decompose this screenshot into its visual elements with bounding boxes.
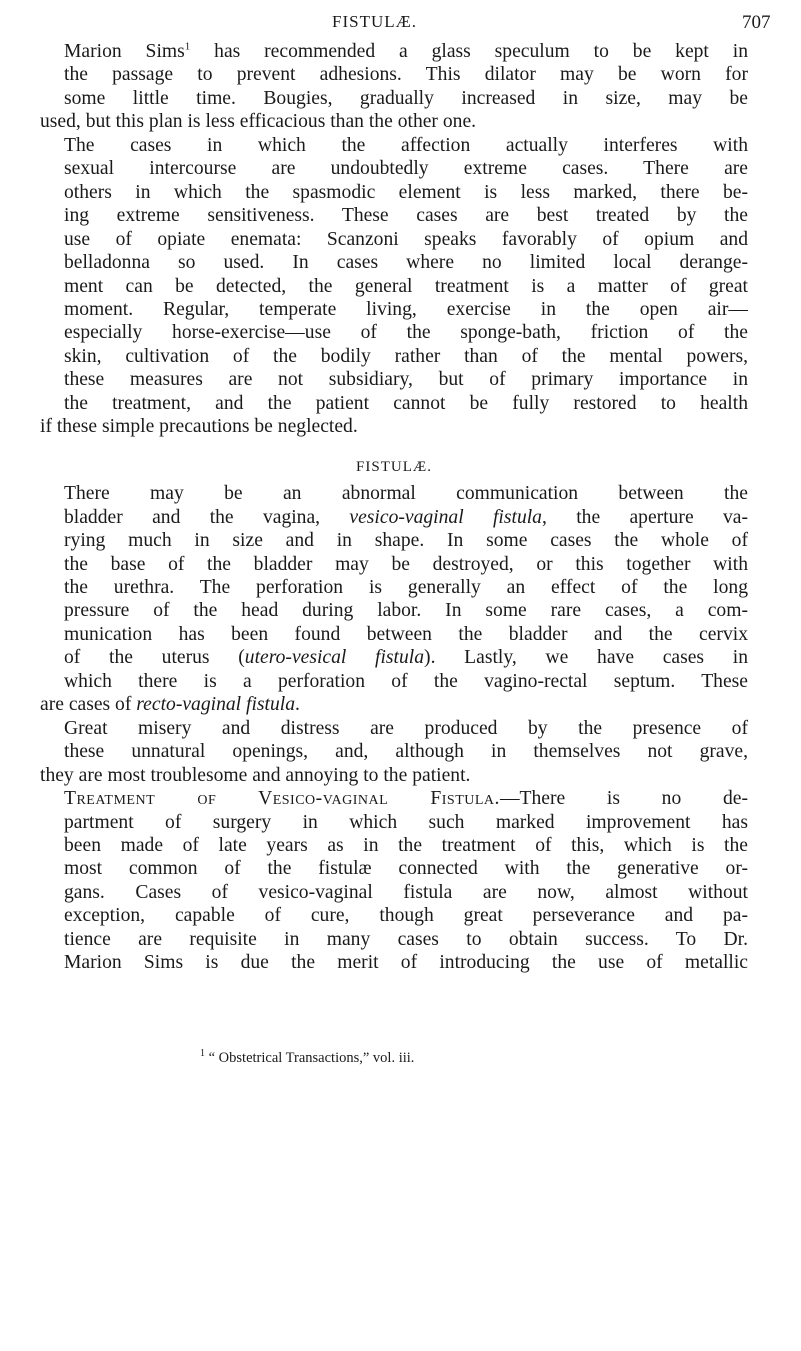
running-title: FISTULÆ.: [332, 12, 417, 31]
running-header: [0, 12, 801, 36]
term-utero-vesical: utero-vesical fistula: [244, 647, 425, 669]
text-line: moment. Regular, temperate living, exercise in the open air—: [64, 298, 748, 320]
text-line: these measures are not subsidiary, but of primary importance in: [64, 369, 748, 391]
text-line: rying much in size and in shape. In some cases the whole of: [64, 530, 748, 552]
text-line: if these simple precautions be neglected.: [40, 416, 358, 438]
text-line: they are most troublesome and annoying to the patient.: [40, 764, 471, 786]
footnote-marker: 1: [200, 1048, 205, 1060]
text-line: ment can be detected, the general treatment is a matter of great: [64, 275, 748, 297]
text-line: used, but this plan is less efficacious than the other one.: [40, 111, 477, 133]
text-line: sexual intercourse are undoubtedly extreme cases. There are: [64, 158, 748, 180]
run-in-heading: Treatment of Vesico-vaginal Fistula.: [64, 788, 500, 810]
term-recto-vaginal: recto-vaginal fistula: [136, 694, 296, 716]
text-line: the base of the bladder may be destroyed, or this together with: [64, 553, 748, 575]
text-line: partment of surgery in which such marked improvement has: [64, 811, 748, 833]
footnote-reference: 1: [184, 40, 191, 53]
text-line: the urethra. The perforation is generally an effect of the long: [64, 576, 748, 598]
text-line: especially horse-exercise—use of the sponge-bath, friction of the: [64, 322, 748, 344]
text-line: Marion Sims$^1$ has recommended a glass speculum to be kept in: [64, 40, 748, 62]
text-line: the treatment, and the patient cannot be fully restored to health: [64, 392, 748, 414]
text-line: Marion Sims is due the merit of introducing the use of metallic: [64, 952, 748, 974]
text-line: munication has been found between the bladder and the cervix: [64, 623, 748, 645]
paragraph-general-treatment: [40, 134, 748, 439]
text-line: bladder and the vagina, vesico-vaginal fistula, the aperture va-: [64, 506, 748, 528]
text-line: most common of the fistulæ connected with the generative or-: [64, 858, 748, 880]
text-line: these unnatural openings, and, although in themselves not grave,: [64, 741, 748, 763]
text-line: which there is a perforation of the vagino-rectal septum. These: [64, 670, 748, 692]
text-line: skin, cultivation of the bodily rather than of the mental powers,: [64, 345, 748, 367]
text-line: belladonna so used. In cases where no limited local derange-: [64, 252, 748, 274]
paragraph-treatment: [40, 787, 748, 975]
section-heading: FISTULÆ.: [356, 458, 432, 475]
text-line: Treatment of Vesico-vaginal Fistula.—There is no de-: [64, 788, 748, 810]
text-line: The cases in which the affection actually interferes with: [64, 134, 748, 156]
text-line: some little time. Bougies, gradually increased in size, may be: [64, 87, 748, 109]
text-line: been made of late years as in the treatment of this, which is the: [64, 834, 748, 856]
text-line: ing extreme sensitiveness. These cases are best treated by the: [64, 205, 748, 227]
text-line: others in which the spasmodic element is less marked, there be-: [64, 181, 748, 203]
text-line: pressure of the head during labor. In some rare cases, a com-: [64, 600, 748, 622]
text-line: exception, capable of cure, though great perseverance and pa-: [64, 905, 748, 927]
text-line: gans. Cases of vesico-vaginal fistula are now, almost without: [64, 881, 748, 903]
paragraph-glass-speculum: [40, 40, 748, 134]
text-line: of the uterus (utero-vesical fistula). Lastly, we have cases in: [64, 647, 748, 669]
page-number: 707: [742, 12, 771, 33]
text-line: use of opiate enemata: Scanzoni speaks favorably of opium and: [64, 228, 748, 250]
text-line: tience are requisite in many cases to obtain success. To Dr.: [64, 928, 748, 950]
text-line: are cases of recto-vaginal fistula.: [40, 694, 300, 716]
paragraph-misery: [40, 717, 748, 787]
text-line: the passage to prevent adhesions. This dilator may be worn for: [64, 64, 748, 86]
footnote: [200, 1050, 414, 1067]
body-text: [40, 40, 748, 975]
paragraph-fistula-types: [40, 482, 748, 717]
text-line: There may be an abnormal communication between the: [64, 483, 748, 505]
text-line: Great misery and distress are produced by the presence of: [64, 717, 748, 739]
footnote-text: “ Obstetrical Transactions,” vol. iii.: [205, 1050, 415, 1066]
term-vesico-vaginal: vesico-vaginal fistula: [349, 506, 542, 528]
